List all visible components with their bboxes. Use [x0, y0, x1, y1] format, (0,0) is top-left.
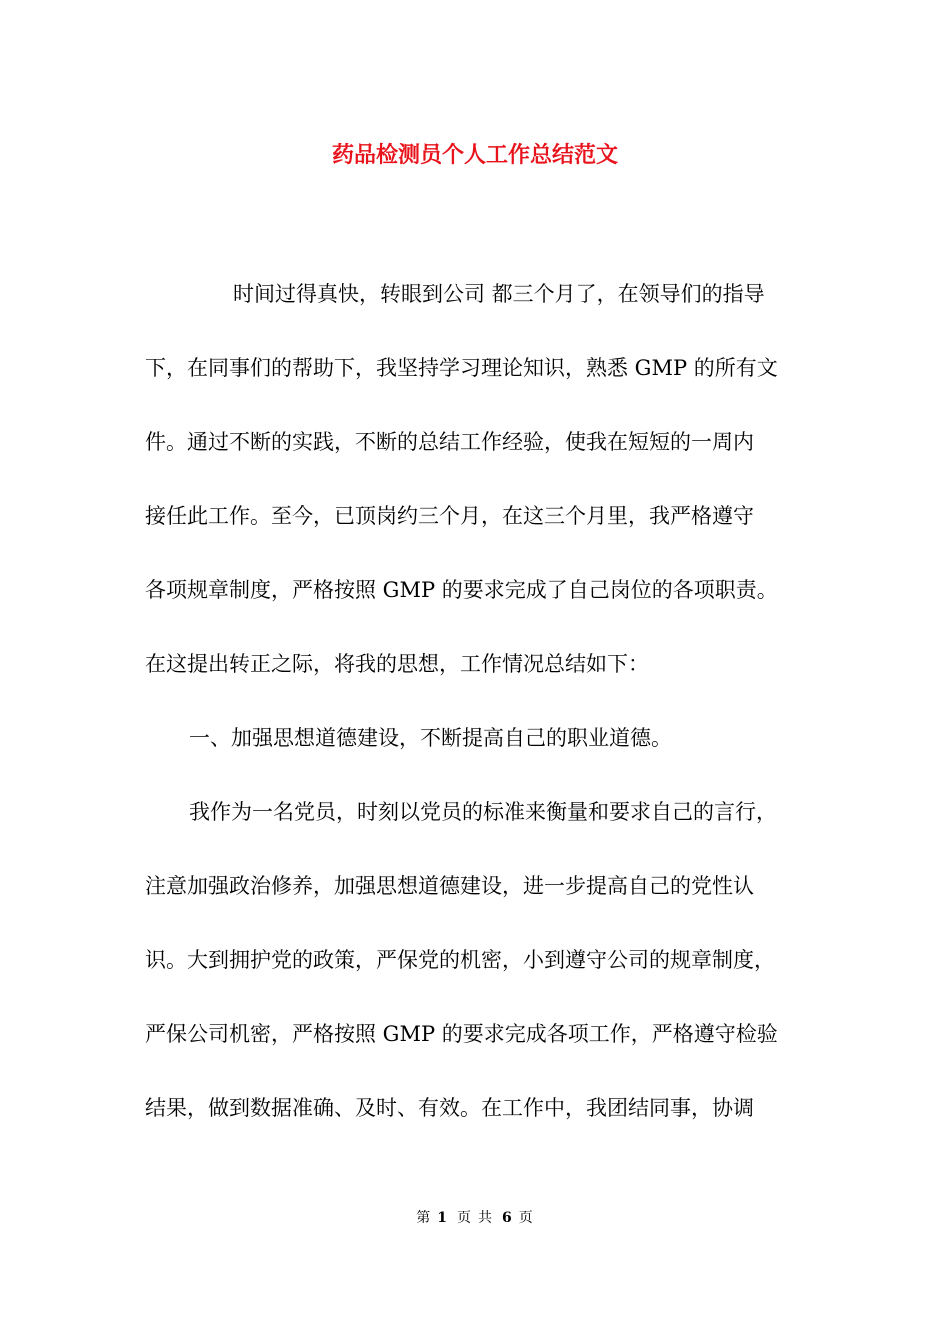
footer-prefix: 第	[416, 1210, 432, 1226]
footer-total-word: 共	[478, 1210, 493, 1226]
paragraph-line: 我作为一名党员，时刻以党员的标准来衡量和要求自己的言行，	[189, 800, 777, 824]
footer-page-word: 页	[457, 1210, 472, 1226]
paragraph-line: 注意加强政治修养，加强思想道德建设，进一步提高自己的党性认	[145, 874, 754, 898]
paragraph-line: 严保公司机密，严格按照 GMP 的要求完成各项工作，严格遵守检验	[145, 1022, 778, 1046]
paragraph-line: 结果，做到数据准确、及时、有效。在工作中，我团结同事，协调	[145, 1096, 754, 1120]
paragraph-line: 识。大到拥护党的政策，严保党的机密，小到遵守公司的规章制度，	[145, 948, 775, 972]
current-page-number: 1	[437, 1210, 448, 1226]
section-heading: 一、加强思想道德建设，不断提高自己的职业道德。	[189, 726, 672, 750]
paragraph-line: 下，在同事们的帮助下，我坚持学习理论知识，熟悉 GMP 的所有文	[145, 356, 778, 380]
paragraph-line: 在这提出转正之际，将我的思想，工作情况总结如下：	[145, 652, 649, 676]
paragraph-line: 件。通过不断的实践，不断的总结工作经验，使我在短短的一周内	[145, 430, 754, 454]
footer-suffix: 页	[518, 1210, 534, 1226]
document-title: 药品检测员个人工作总结范文	[331, 142, 618, 168]
paragraph-line: 接任此工作。至今，已顶岗约三个月，在这三个月里，我严格遵守	[145, 504, 754, 528]
paragraph-line: 时间过得真快，转眼到公司 都三个月了，在领导们的指导	[233, 282, 765, 306]
page-footer	[0, 1208, 950, 1228]
total-pages-number: 6	[502, 1210, 513, 1226]
paragraph-line: 各项规章制度，严格按照 GMP 的要求完成了自己岗位的各项职责。	[145, 578, 778, 602]
